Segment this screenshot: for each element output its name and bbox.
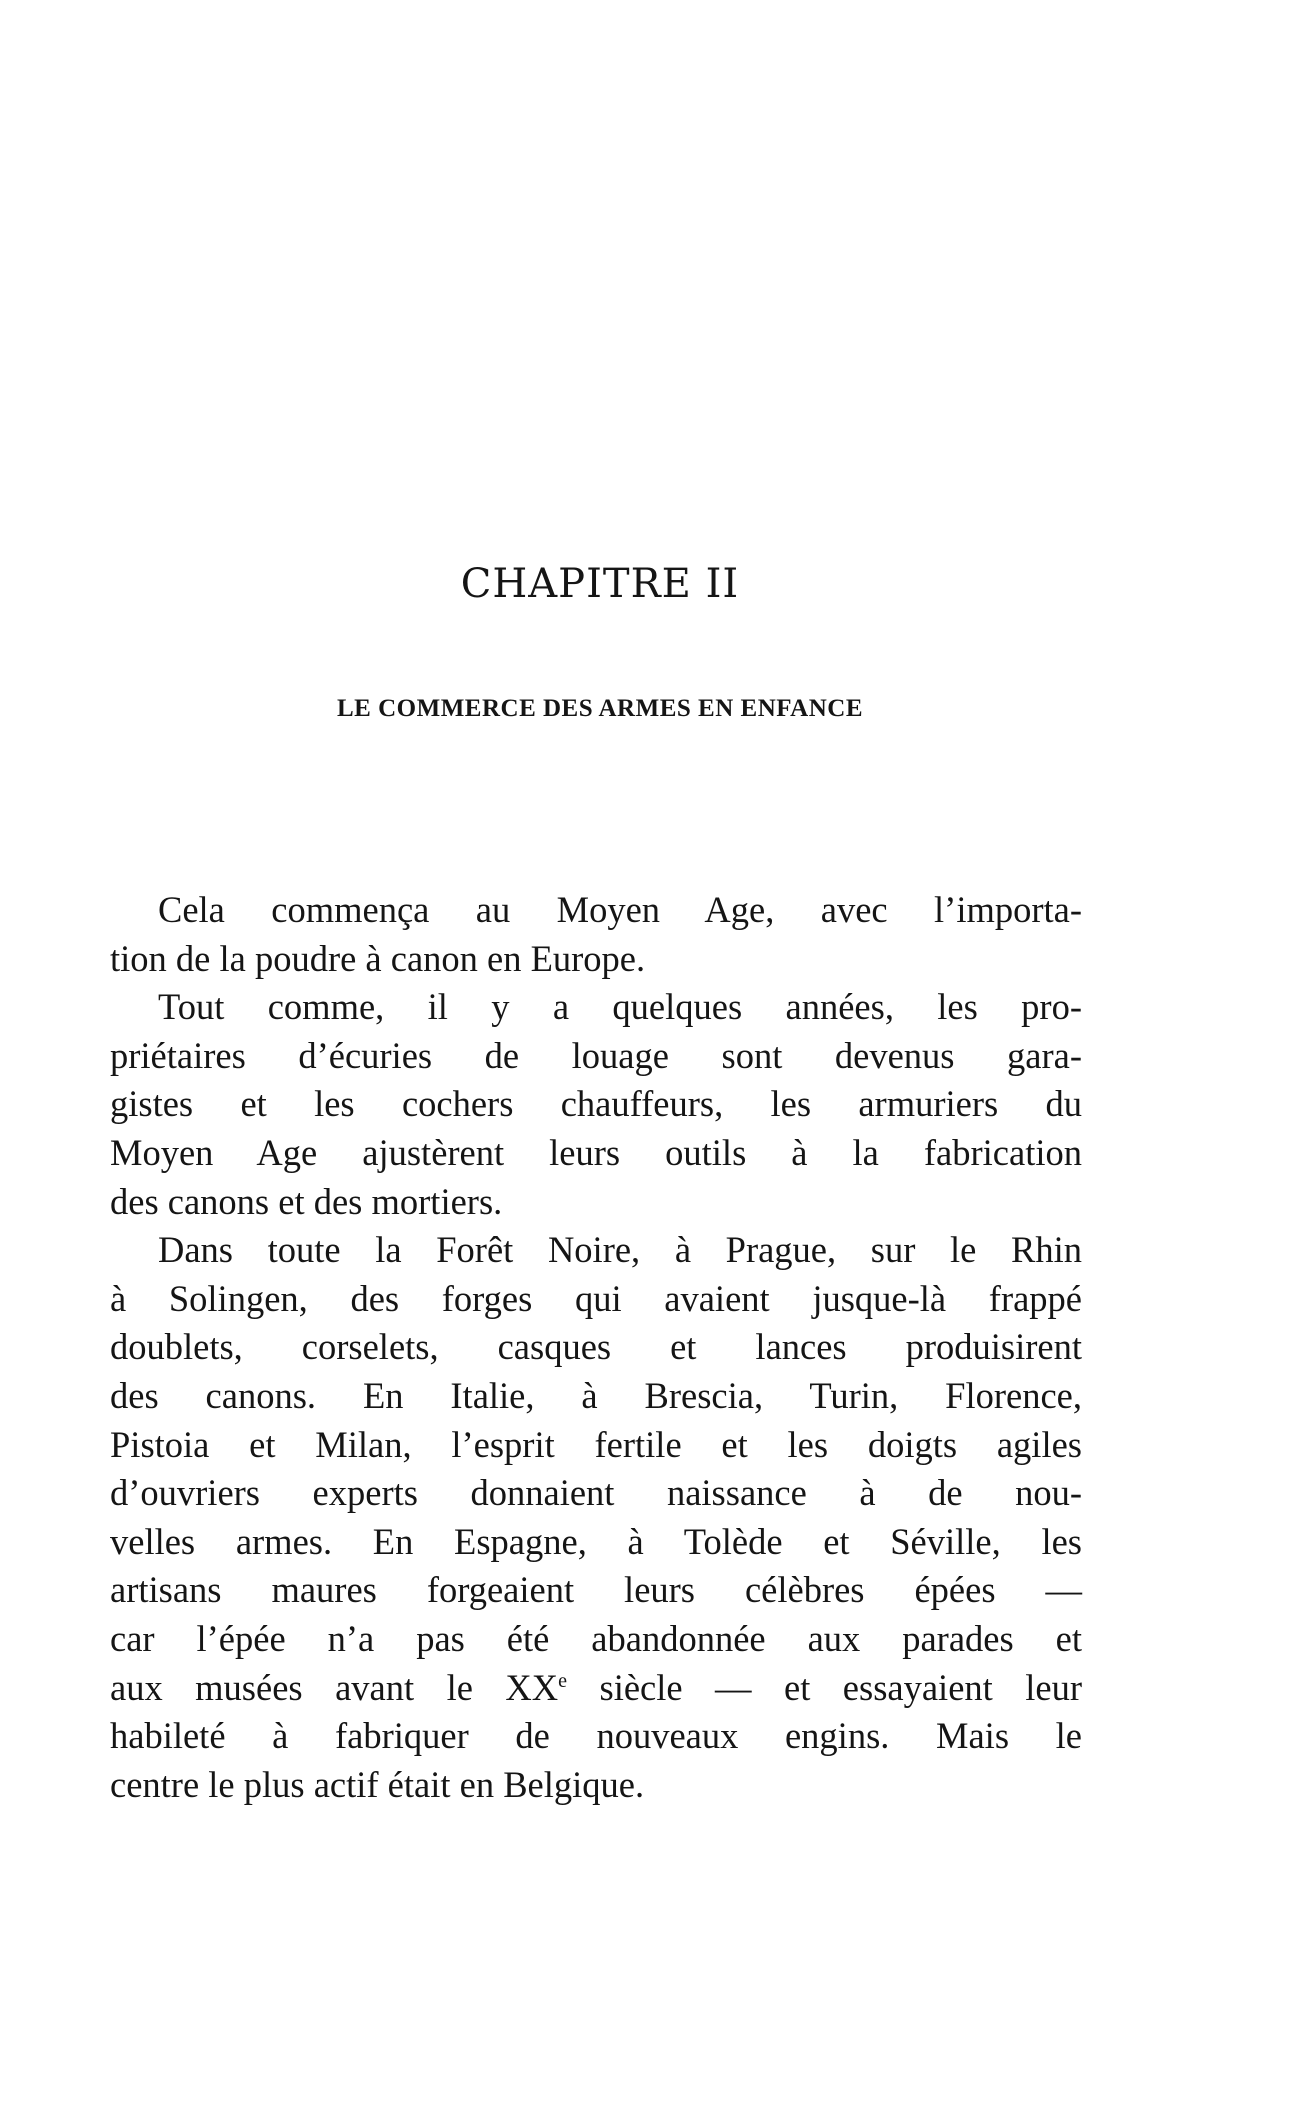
century-numeral: XX — [505, 1666, 559, 1708]
text-line: car l’épée n’a pas été abandonnée aux parades et — [110, 1617, 1082, 1659]
text-line: centre le plus actif était en Belgique. — [110, 1763, 645, 1805]
text-line: habileté à fabriquer de nouveaux engins. Mais le — [110, 1715, 1082, 1757]
chapter-title: CHAPITRE II — [460, 561, 740, 607]
text-line: des canons. En Italie, à Brescia, Turin, Florence, — [110, 1374, 1082, 1416]
text-line: tion de la poudre à canon en Europe. — [110, 937, 646, 979]
text-line: Tout comme, il y a quelques années, les pro- — [158, 986, 1082, 1028]
century-superscript: e — [558, 1669, 568, 1692]
line-part: siècle — et essayaient leur — [599, 1666, 1082, 1708]
chapter-subtitle: LE COMMERCE DES ARMES EN ENFANCE — [337, 695, 863, 722]
text-line: Cela commença au Moyen Age, avec l’importa- — [158, 889, 1082, 930]
text-line: doublets, corselets, casques et lances produisirent — [110, 1326, 1082, 1368]
text-line: des canons et des mortiers. — [110, 1180, 503, 1222]
text-line: gistes et les cochers chauffeurs, les armuriers du — [110, 1083, 1082, 1125]
text-line: à Solingen, des forges qui avaient jusque-là frappé — [110, 1277, 1082, 1319]
line-part: aux musées avant le — [110, 1666, 473, 1708]
text-line: Moyen Age ajustèrent leurs outils à la fabrication — [110, 1131, 1082, 1173]
text-line: velles armes. En Espagne, à Tolède et Séville, les — [110, 1520, 1082, 1562]
text-line: priétaires d’écuries de louage sont devenus gara- — [110, 1034, 1082, 1076]
text-line: Dans toute la Forêt Noire, à Prague, sur le Rhin — [158, 1229, 1082, 1271]
text-line: artisans maures forgeaient leurs célèbres épées — — [110, 1569, 1082, 1611]
text-line: Pistoia et Milan, l’esprit fertile et les doigts agiles — [110, 1423, 1082, 1465]
text-line-century — [110, 1664, 1082, 1713]
chapter-body — [110, 886, 1082, 1809]
text-line: d’ouvriers experts donnaient naissance à de nou- — [110, 1472, 1082, 1514]
